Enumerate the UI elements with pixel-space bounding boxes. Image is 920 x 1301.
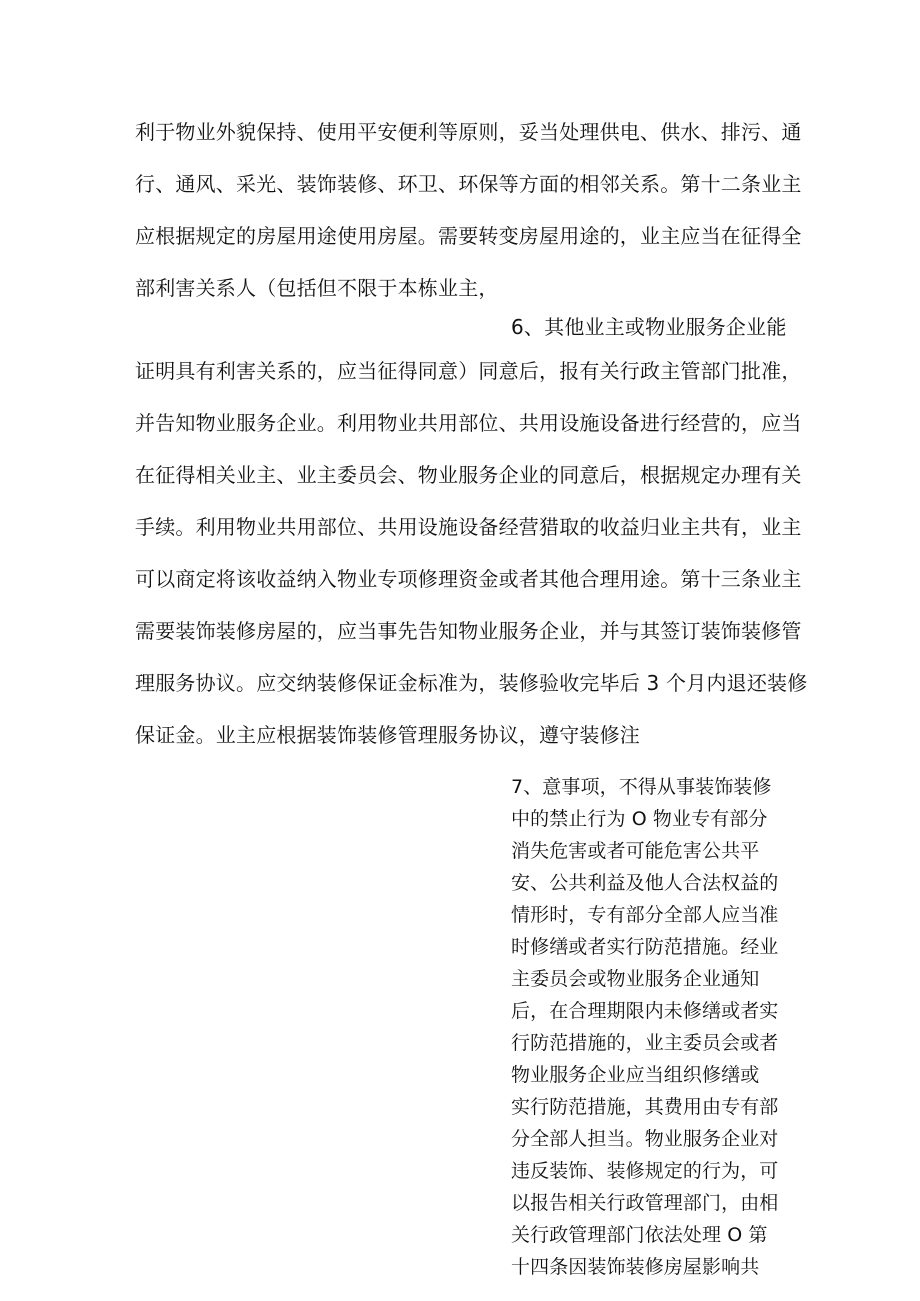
section-7-line-8: 后，在合理期限内未修缮或者实 xyxy=(511,1000,779,1022)
section-7-line-12: 分全部人担当。物业服务企业对 xyxy=(511,1128,779,1150)
paragraph-2-line-8: 保证金。业主应根据装饰装修管理服务协议，遵守装修注 xyxy=(135,723,640,747)
section-7-line-7: 主委员会或物业服务企业通知 xyxy=(511,968,760,990)
paragraph-2-line-1: 证明具有利害关系的，应当征得同意）同意后，报有关行政主管部门批准， xyxy=(135,359,802,383)
section-7-line-16: 十四条因装饰装修房屋影响共 xyxy=(511,1256,760,1278)
section-7-line-11: 实行防范措施，其费用由专有部 xyxy=(511,1096,779,1118)
paragraph-2-line-5: 可以商定将该收益纳入物业专项修理资金或者其他合理用途。第十三条业主 xyxy=(135,567,802,591)
paragraph-2-line-6: 需要装饰装修房屋的，应当事先告知物业服务企业，并与其签订装饰装修管 xyxy=(135,619,802,643)
section-7-line-10: 物业服务企业应当组织修缮或 xyxy=(511,1064,760,1086)
paragraph-1-line-3: 应根据规定的房屋用途使用房屋。需要转变房屋用途的，业主应当在征得全 xyxy=(135,224,802,248)
paragraph-2-line-3: 在征得相关业主、业主委员会、物业服务企业的同意后，根据规定办理有关 xyxy=(135,463,802,487)
section-7-line-5: 情形时，专有部分全部人应当准 xyxy=(511,904,779,926)
section-7-line-15: 关行政管理部门依法处理 O 第 xyxy=(511,1224,768,1246)
section-7-line-13: 违反装饰、装修规定的行为，可 xyxy=(511,1160,779,1182)
paragraph-2-line-4: 手续。利用物业共用部位、共用设施设备经营猎取的收益归业主共有，业主 xyxy=(135,515,802,539)
paragraph-2-line-2: 并告知物业服务企业。利用物业共用部位、共用设施设备进行经营的，应当 xyxy=(135,411,802,435)
section-7-line-1: 7、意事项，不得从事装饰装修 xyxy=(511,776,772,798)
paragraph-1-line-2: 行、通风、采光、装饰装修、环卫、环保等方面的相邻关系。第十二条业主 xyxy=(135,172,802,196)
section-7-line-4: 安、公共利益及他人合法权益的 xyxy=(511,872,779,894)
paragraph-1-line-4: 部利害关系人（包括但不限于本栋业主， xyxy=(135,276,499,300)
section-6-heading: 6、其他业主或物业服务企业能 xyxy=(511,315,787,339)
section-7-line-2: 中的禁止行为 O 物业专有部分 xyxy=(511,808,768,830)
paragraph-2-line-7: 理服务协议。应交纳装修保证金标准为，装修验收完毕后 3 个月内退还装修 xyxy=(135,671,808,695)
section-7-line-9: 行防范措施的，业主委员会或者 xyxy=(511,1032,779,1054)
section-7-line-6: 时修缮或者实行防范措施。经业 xyxy=(511,936,779,958)
section-7-line-14: 以报告相关行政管理部门，由相 xyxy=(511,1192,779,1214)
section-7-line-3: 消失危害或者可能危害公共平 xyxy=(511,840,760,862)
paragraph-1-line-1: 利于物业外貌保持、使用平安便利等原则，妥当处理供电、供水、排污、通 xyxy=(135,120,802,144)
